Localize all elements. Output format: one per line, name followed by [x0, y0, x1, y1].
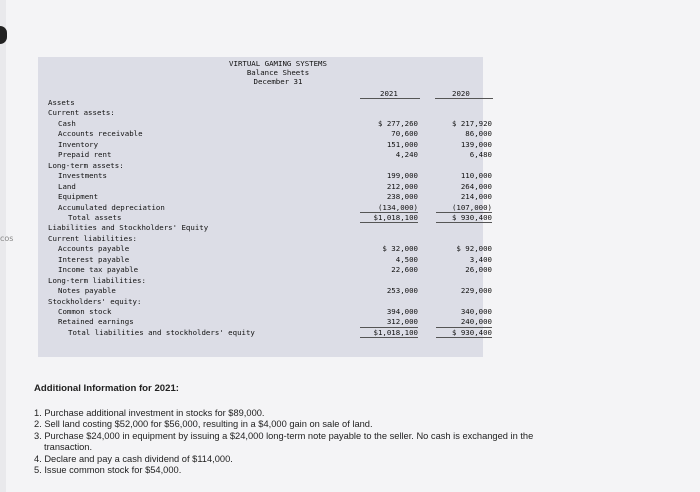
note-item: 4. Declare and pay a cash dividend of $114,000.	[34, 453, 233, 464]
value-2020: 139,000	[460, 139, 492, 149]
value-2021: 212,000	[386, 181, 418, 191]
total-rule	[436, 222, 492, 223]
total-rule	[360, 212, 418, 213]
total-rule	[360, 327, 418, 328]
value-2020: 214,000	[460, 192, 492, 202]
note-item: 3. Purchase $24,000 in equipment by issuing a $24,000 long-term note payable to the seller. No cash is exchanged in the	[34, 430, 534, 441]
value-2021: $ 277,260	[377, 118, 418, 128]
value-2021: 4,500	[395, 254, 418, 264]
value-2020: 229,000	[460, 286, 492, 296]
value-2020: 340,000	[460, 307, 492, 316]
row-label: Land	[58, 181, 76, 191]
left-edge	[0, 0, 6, 492]
row-label: Current liabilities:	[48, 233, 137, 243]
value-2021: 394,000	[386, 307, 418, 316]
total-rule	[436, 327, 492, 328]
value-2020: 86,000	[465, 129, 492, 139]
value-2021: 4,240	[395, 150, 418, 160]
total-rule	[436, 212, 492, 213]
header-rule-2020	[435, 98, 493, 99]
row-label: Current assets:	[48, 108, 115, 118]
value-2021: 70,600	[391, 129, 418, 139]
row-label: Inventory	[58, 139, 99, 149]
value-2021: 199,000	[386, 171, 418, 181]
value-2020: $ 930,400	[451, 327, 492, 337]
value-2021: (134,000)	[377, 202, 418, 212]
row-label: Accounts payable	[58, 244, 130, 254]
note-item: 5. Issue common stock for $54,000.	[34, 465, 182, 476]
value-2020: 3,400	[469, 254, 492, 264]
value-2020: (107,000)	[451, 202, 492, 212]
row-label: Common stock	[58, 307, 112, 316]
row-label: Equipment	[58, 192, 99, 202]
value-2020: 6,480	[469, 150, 492, 160]
note-item: 2. Sell land costing $52,000 for $56,000, resulting in a $4,000 gain on sale of land.	[34, 419, 373, 430]
balance-sheet-image	[38, 57, 492, 357]
row-label: Total liabilities and stockholders' equity	[68, 327, 255, 337]
row-label: Income tax payable	[58, 265, 139, 275]
value-2021: $ 32,000	[382, 244, 418, 254]
edge-label: cos	[0, 234, 14, 243]
row-label: Retained earnings	[58, 317, 134, 327]
header-rule-2021	[360, 98, 420, 99]
value-2020: 240,000	[460, 317, 492, 327]
value-2020: 26,000	[465, 265, 492, 275]
row-label: Stockholders' equity:	[48, 296, 142, 306]
row-label: Liabilities and Stockholders' Equity	[48, 223, 209, 233]
note-item: 1. Purchase additional investment in stocks for $89,000.	[34, 408, 265, 418]
statement-date: December 31	[253, 77, 303, 86]
row-label: Long-term liabilities:	[48, 275, 146, 285]
column-header-2021: 2021	[380, 89, 398, 98]
additional-information	[34, 383, 654, 476]
value-2021: 22,600	[391, 265, 418, 275]
statement-title: Balance Sheets	[246, 68, 310, 77]
value-2020: $ 217,920	[451, 118, 492, 128]
value-2021: 253,000	[386, 286, 418, 296]
company-name: VIRTUAL GAMING SYSTEMS	[229, 59, 327, 68]
row-label: Total assets	[68, 212, 122, 222]
notes-list	[34, 408, 654, 476]
value-2021: 151,000	[386, 139, 418, 149]
note-item: transaction.	[44, 442, 93, 453]
value-2020: $ 930,400	[451, 212, 492, 222]
value-2020: $ 92,000	[456, 244, 492, 254]
row-label: Accounts receivable	[58, 129, 143, 139]
column-header-2020: 2020	[452, 89, 470, 98]
value-2020: 264,000	[460, 181, 492, 191]
row-label: Interest payable	[58, 254, 130, 264]
row-label: Prepaid rent	[58, 150, 112, 160]
row-label: Long-term assets:	[48, 160, 124, 170]
notes-title: Additional Information for 2021:	[34, 383, 179, 394]
row-label: Cash	[58, 118, 76, 128]
row-label: Investments	[58, 171, 107, 181]
row-label: Notes payable	[58, 286, 116, 296]
value-2021: 312,000	[386, 317, 418, 327]
total-rule	[436, 337, 492, 338]
value-2020: 110,000	[460, 171, 492, 181]
value-2021: $1,018,100	[373, 212, 418, 222]
value-2021: $1,018,100	[373, 327, 418, 337]
row-label: Accumulated depreciation	[58, 202, 165, 212]
value-2021: 238,000	[386, 192, 418, 202]
row-label: Assets	[48, 98, 75, 107]
total-rule	[360, 222, 418, 223]
total-rule	[360, 337, 418, 338]
